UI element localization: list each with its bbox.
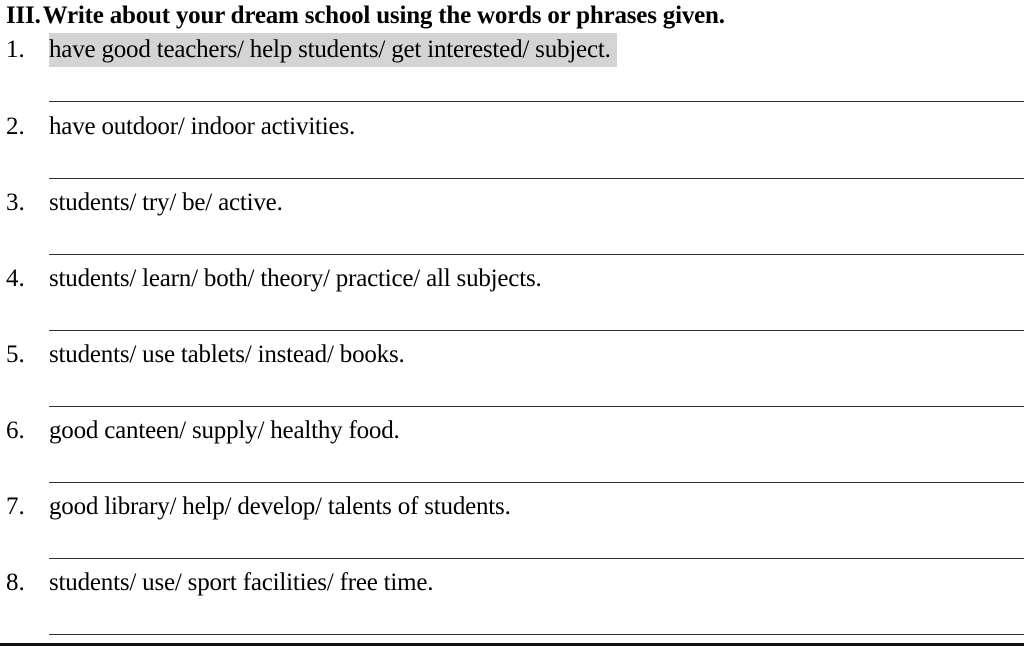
item-prompt: have outdoor/ indoor activities. — [49, 113, 356, 140]
item-prompt: students/ learn/ both/ theory/ practice/ all subjects. — [49, 265, 542, 292]
answer-line[interactable] — [49, 330, 1024, 331]
exercise-item-7 — [0, 490, 1024, 566]
item-number: 6. — [6, 417, 25, 444]
item-number: 4. — [6, 265, 25, 292]
exercise-item-1 — [0, 33, 1024, 109]
answer-line[interactable] — [49, 254, 1024, 255]
item-prompt: students/ use/ sport facilities/ free time. — [49, 569, 434, 596]
exercise-item-3 — [0, 186, 1024, 262]
exercise-item-8 — [0, 566, 1024, 642]
item-number: 5. — [6, 341, 25, 368]
item-prompt: good canteen/ supply/ healthy food. — [49, 417, 400, 444]
answer-line[interactable] — [49, 482, 1024, 483]
item-number: 2. — [6, 113, 25, 140]
item-prompt-highlighted[interactable]: have good teachers/ help students/ get interested/ subject. — [49, 33, 617, 67]
item-number: 7. — [6, 493, 25, 520]
answer-line[interactable] — [49, 101, 1024, 102]
exercise-item-6 — [0, 414, 1024, 490]
section-heading — [6, 1, 725, 31]
exercise-item-2 — [0, 110, 1024, 186]
exercise-item-5 — [0, 338, 1024, 414]
item-prompt: good library/ help/ develop/ talents of students. — [49, 493, 511, 520]
item-number: 3. — [6, 189, 25, 216]
section-instruction: Write about your dream school using the words or phrases given. — [42, 2, 725, 29]
item-prompt: students/ use tablets/ instead/ books. — [49, 341, 405, 368]
answer-line[interactable] — [49, 558, 1024, 559]
answer-line[interactable] — [49, 406, 1024, 407]
item-prompt: students/ try/ be/ active. — [49, 189, 283, 216]
exercise-item-4 — [0, 262, 1024, 338]
section-number: III. — [6, 2, 41, 29]
answer-line[interactable] — [49, 178, 1024, 179]
item-number: 1. — [6, 36, 25, 63]
item-number: 8. — [6, 569, 25, 596]
answer-line[interactable] — [49, 634, 1024, 635]
